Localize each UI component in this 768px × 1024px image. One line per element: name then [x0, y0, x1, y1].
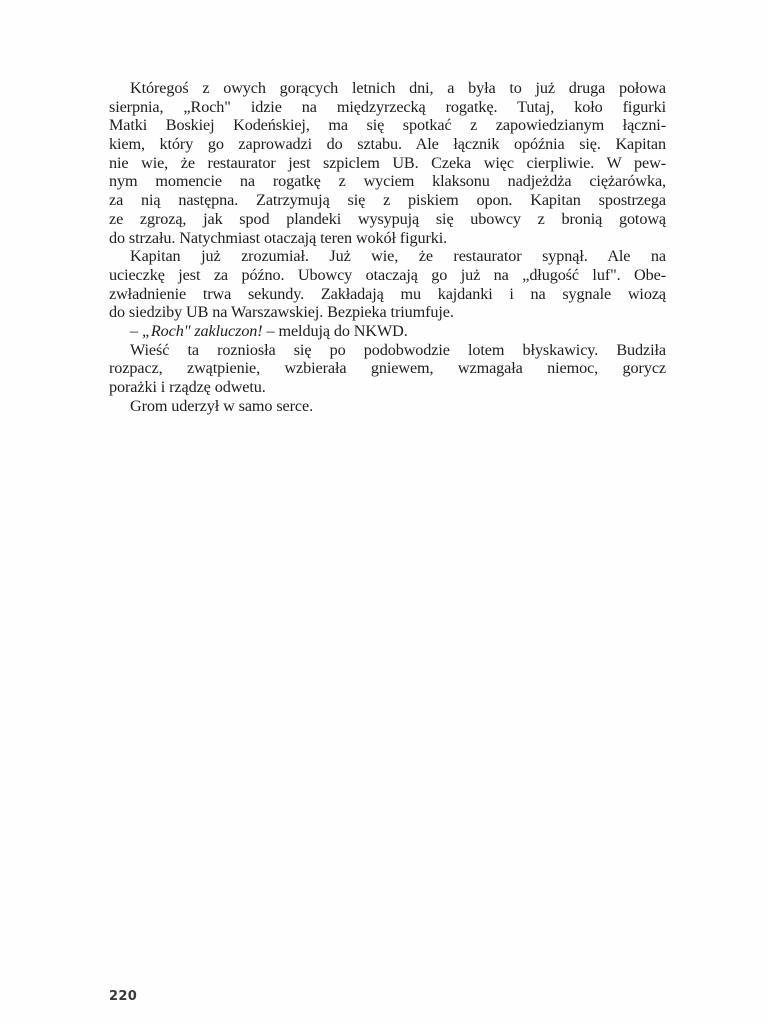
text-line: do siedziby UB na Warszawskiej. Bezpieka triumfuje. [109, 303, 454, 322]
text-line: Matki Boskiej Kodeńskiej, ma się spotkać z zapowiedzianym łączni- [109, 116, 666, 135]
dialogue-rest: – meldują do NKWD. [262, 321, 408, 340]
text-line: ze zgrozą, jak spod plandeki wysypują się ubowcy z bronią gotową [109, 209, 666, 228]
text-line: ucieczkę jest za późno. Ubowcy otaczają go już na „długość luf". Obe- [109, 265, 666, 284]
paragraph-3-dialogue [109, 322, 666, 341]
text-line: Któregoś z owych gorących letnich dni, a była to już druga połowa [130, 79, 666, 97]
page-number: 220 [109, 989, 138, 1004]
text-line: nie wie, że restaurator jest szpiclem UB. Czeka więc cierpliwie. W pew- [109, 153, 666, 172]
text-line: Grom uderzył w samo serce. [130, 396, 314, 415]
body-text [109, 79, 666, 415]
paragraph-1 [109, 79, 666, 247]
text-line: kiem, który go zaprowadzi do sztabu. Ale łącznik opóźnia się. Kapitan [109, 135, 666, 154]
dialogue-dash: – [130, 321, 142, 340]
text-line: rozpacz, zwątpienie, wzbierała gniewem, wzmagała niemoc, gorycz [109, 359, 666, 378]
text-line: Kapitan już zrozumiał. Już wie, że restaurator sypnął. Ale na [130, 247, 666, 266]
text-line: sierpnia, „Roch" idzie na międzyrzecką rogatkę. Tutaj, koło figurki [109, 97, 666, 116]
text-line: zwładnienie trwa sekundy. Zakładają mu kajdanki i na sygnale wiozą [109, 284, 666, 303]
paragraph-2 [109, 247, 666, 322]
text-line: nym momencie na rogatkę z wyciem klaksonu nadjeżdża ciężarówka, [109, 172, 666, 191]
text-line: za nią następna. Zatrzymują się z piskiem opon. Kapitan spostrzega [109, 191, 666, 210]
paragraph-4 [109, 341, 666, 397]
dialogue-quote: „Roch" zakluczon! [141, 321, 263, 340]
text-line: do strzału. Natychmiast otaczają teren wokół figurki. [109, 228, 448, 247]
dialogue-line [109, 322, 666, 341]
text-line: Wieść ta rozniosła się po podobwodzie lotem błyskawicy. Budziła [130, 340, 666, 359]
paragraph-5 [109, 397, 666, 416]
text-line: porażki i rządzę odwetu. [109, 378, 266, 396]
